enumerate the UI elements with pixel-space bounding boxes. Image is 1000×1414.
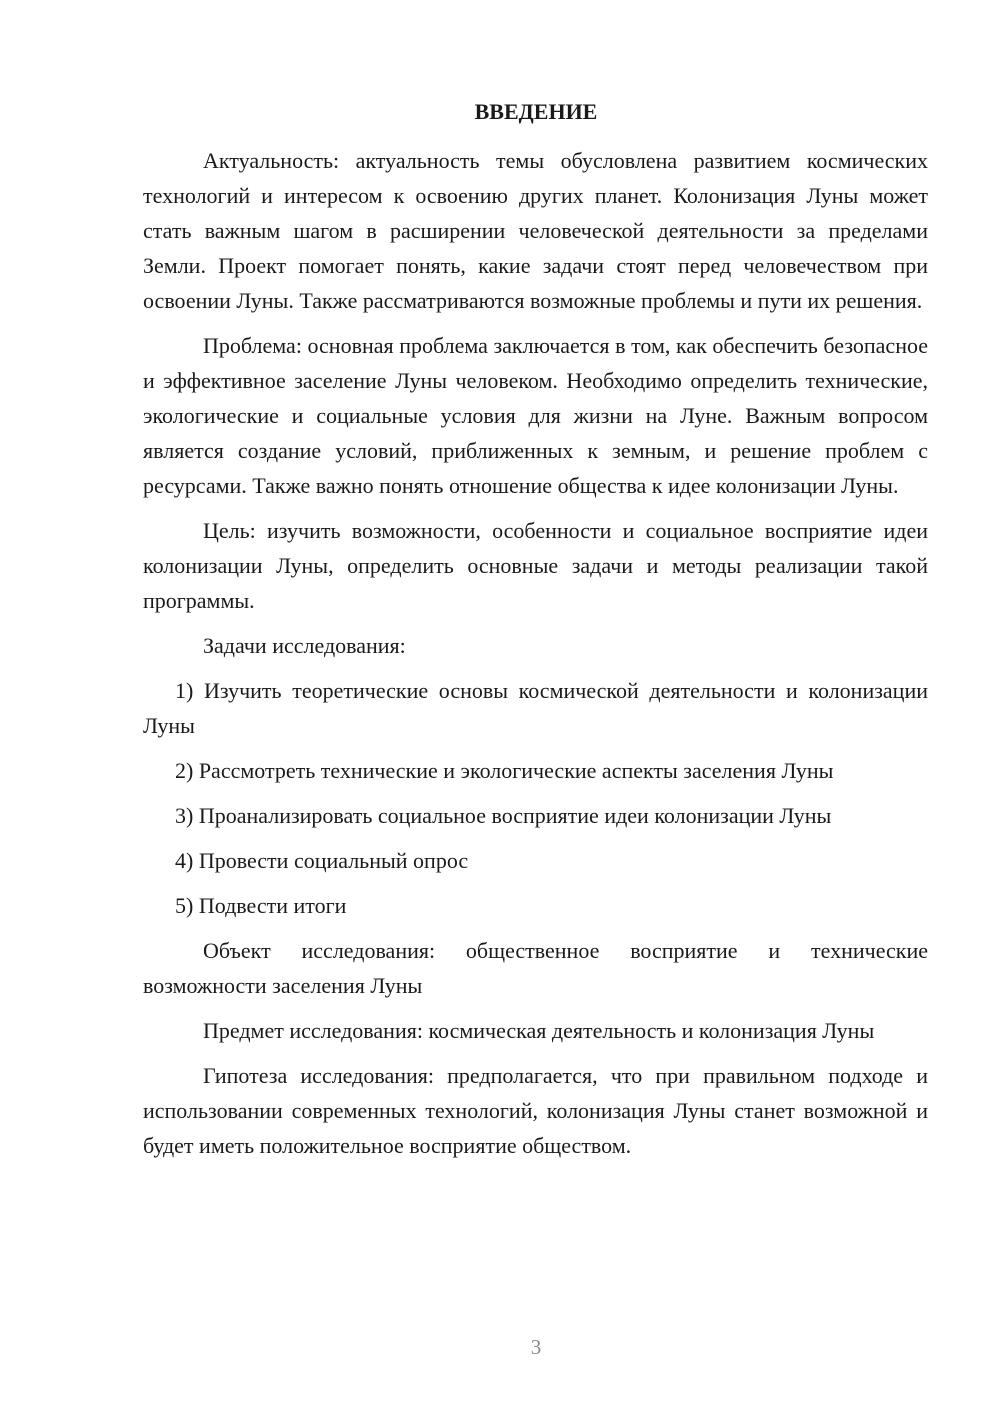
- page-number: 3: [530, 1335, 542, 1359]
- paragraph-problem: Проблема: основная проблема заключается в том, как обеспечить безопасное и эффективное заселение Луны человеком. Необходимо определить технические, экологические и социальные условия для жизни на Луне. Важным вопросом является создание условий, приближенных к земным, и решение проблем с ресурсами. Также важно понять отношение общества к идее колонизации Луны.: [143, 333, 928, 498]
- paragraph-object: Объект исследования: общественное восприятие и технические возможности заселения Луны: [143, 938, 928, 998]
- task-item-1: 1) Изучить теоретические основы космической деятельности и колонизации Луны: [143, 678, 928, 738]
- task-item-4: 4) Провести социальный опрос: [175, 848, 469, 873]
- document-body: [143, 143, 928, 1173]
- section-heading: ВВЕДЕНИЕ: [474, 99, 598, 124]
- paragraph-hypothesis: Гипотеза исследования: предполагается, что при правильном подходе и использовании современных технологий, колонизация Луны станет возможной и будет иметь положительное восприятие обществом.: [143, 1063, 928, 1158]
- tasks-title: Задачи исследования:: [203, 633, 406, 658]
- paragraph-goal: Цель: изучить возможности, особенности и социальное восприятие идеи колонизации Луны, определить основные задачи и методы реализации такой программы.: [143, 518, 928, 613]
- task-item-3: 3) Проанализировать социальное восприятие идеи колонизации Луны: [175, 803, 832, 828]
- task-item-2: 2) Рассмотреть технические и экологические аспекты заселения Луны: [175, 758, 834, 783]
- paragraph-relevance: Актуальность: актуальность темы обусловлена развитием космических технологий и интересом к освоению других планет. Колонизация Луны может стать важным шагом в расширении человеческой деятельности за пределами Земли. Проект помогает понять, какие задачи стоят перед человечеством при освоении Луны. Также рассматриваются возможные проблемы и пути их решения.: [143, 148, 928, 313]
- paragraph-subject: Предмет исследования: космическая деятельность и колонизация Луны: [203, 1018, 875, 1043]
- task-item-5: 5) Подвести итоги: [175, 893, 347, 918]
